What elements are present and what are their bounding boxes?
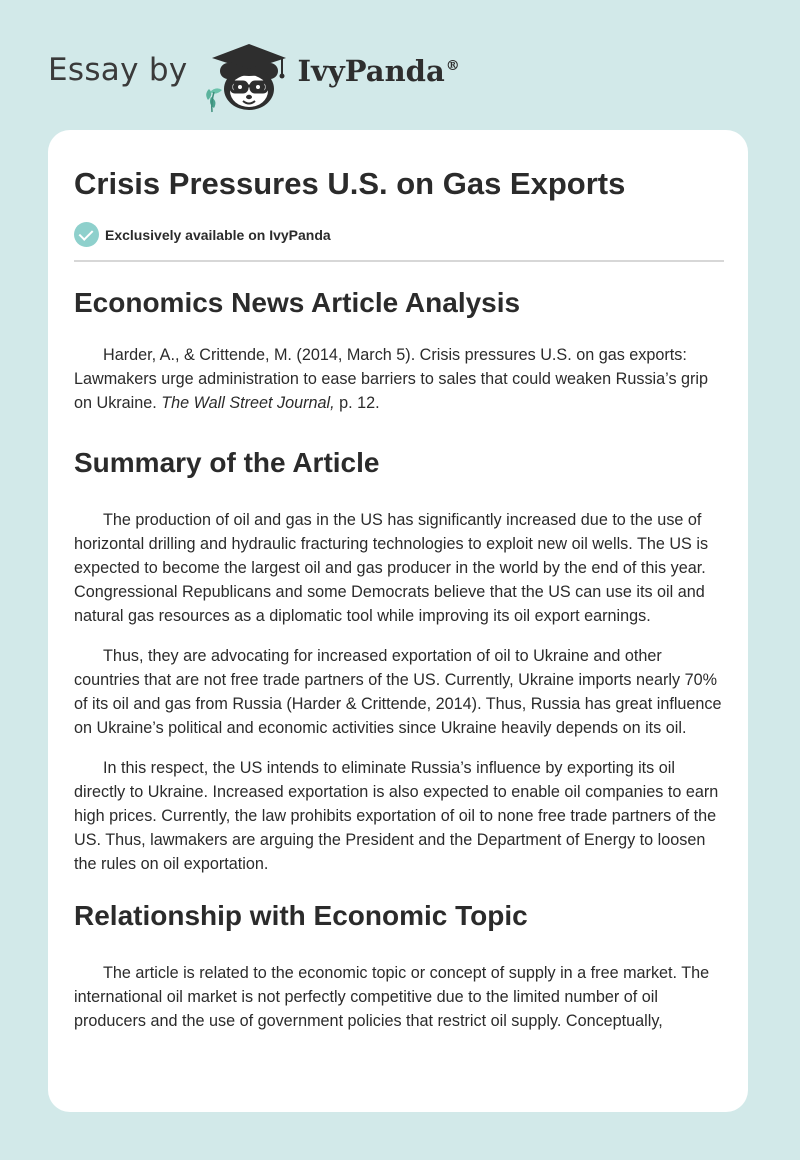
- title-divider: [74, 260, 724, 262]
- panda-logo-icon: [202, 34, 294, 114]
- citation-journal: The Wall Street Journal,: [161, 394, 335, 412]
- registered-mark: ®: [445, 58, 460, 75]
- article-body: [74, 283, 724, 1033]
- exclusive-badge: [74, 222, 331, 247]
- brand-header[interactable]: [48, 34, 460, 114]
- article-card: [48, 130, 748, 1112]
- section-heading-relationship: Relationship with Economic Topic: [74, 900, 528, 931]
- summary-paragraph-3: In this respect, the US intends to eliminate Russia’s influence by exporting its oil directly to Ukraine. Increased exportation is also expected to enable oil companies to earn high prices. Currently, the law prohibits exportation of oil to none free trade partners of the US. Thus, lawmakers are arguing the President and the Department of Energy to loosen the rules on oil exportation.: [74, 759, 719, 873]
- summary-paragraph-1: The production of oil and gas in the US has significantly increased due to the use of horizontal drilling and hydraulic fracturing technologies to exploit new oil wells. The US is expected to become the largest oil and gas producer in the world by the end of this year. Congressional Republicans and some Democrats believe that the US can use its oil and natural gas resources as a diplomatic tool while improving its oil export earnings.: [74, 511, 709, 625]
- page-title: Crisis Pressures U.S. on Gas Exports: [74, 166, 626, 201]
- section-heading-summary: Summary of the Article: [74, 447, 380, 478]
- relationship-paragraph-1: The article is related to the economic topic or concept of supply in a free market. The international oil market is not perfectly competitive due to the limited number of oil producers and the use of government policies that restrict oil supply. Conceptually,: [74, 964, 710, 1030]
- brand-name: IvyPanda®: [297, 54, 460, 88]
- citation-paragraph: [74, 343, 724, 415]
- citation-text: Harder, A., & Crittende, M. (2014, March 5). Crisis pressures U.S. on gas exports: Lawmakers urge administration to ease barriers to sales that could weaken Russia’s grip on Ukraine.: [74, 346, 709, 412]
- citation-page: p. 12.: [334, 394, 380, 412]
- check-circle-icon: [74, 222, 99, 247]
- summary-paragraph-2: Thus, they are advocating for increased exportation of oil to Ukraine and other countries that are not free trade partners of the US. Currently, Ukraine imports nearly 70% of its oil and gas from Russia (Harder & Crittende, 2014). Thus, Russia has great influence on Ukraine’s political and economic activities since Ukraine heavily depends on its oil.: [74, 647, 722, 737]
- exclusive-label: Exclusively available on IvyPanda: [105, 226, 331, 243]
- brand-prefix: Essay by: [48, 52, 188, 88]
- section-heading-econ: Economics News Article Analysis: [74, 287, 521, 318]
